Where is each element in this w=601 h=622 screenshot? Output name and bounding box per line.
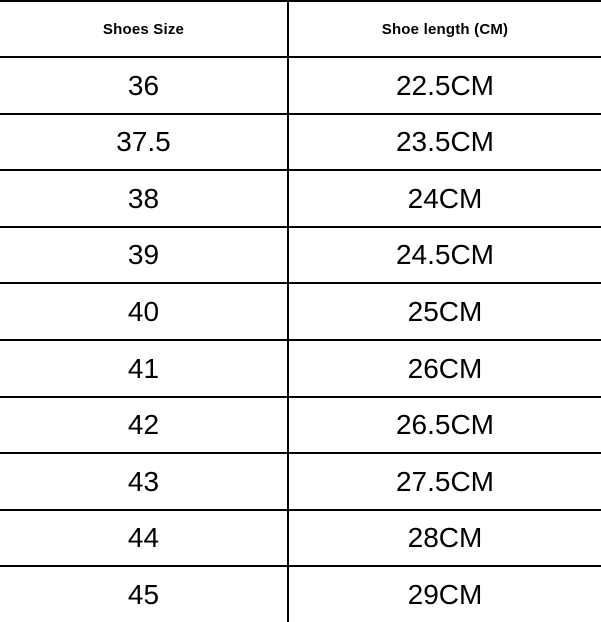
table-row	[0, 57, 601, 114]
table-row	[0, 170, 601, 227]
table-row	[0, 397, 601, 454]
cell-shoes-size: 36	[0, 57, 288, 114]
cell-shoe-length: 24.5CM	[288, 227, 601, 284]
cell-shoes-size: 40	[0, 283, 288, 340]
table-body	[0, 57, 601, 622]
table-row	[0, 340, 601, 397]
column-header-shoe-length: Shoe length (CM)	[288, 1, 601, 57]
table-header	[0, 1, 601, 57]
cell-shoes-size: 38	[0, 170, 288, 227]
cell-shoe-length: 25CM	[288, 283, 601, 340]
cell-shoe-length: 27.5CM	[288, 453, 601, 510]
cell-shoes-size: 42	[0, 397, 288, 454]
table-row	[0, 283, 601, 340]
table-row	[0, 453, 601, 510]
cell-shoes-size: 43	[0, 453, 288, 510]
table-header-row	[0, 1, 601, 57]
cell-shoe-length: 24CM	[288, 170, 601, 227]
table-row	[0, 114, 601, 171]
cell-shoe-length: 26CM	[288, 340, 601, 397]
table-row	[0, 227, 601, 284]
cell-shoes-size: 37.5	[0, 114, 288, 171]
cell-shoes-size: 39	[0, 227, 288, 284]
table-row	[0, 566, 601, 622]
cell-shoe-length: 26.5CM	[288, 397, 601, 454]
cell-shoe-length: 22.5CM	[288, 57, 601, 114]
cell-shoes-size: 45	[0, 566, 288, 622]
cell-shoe-length: 29CM	[288, 566, 601, 622]
column-header-shoes-size: Shoes Size	[0, 1, 288, 57]
cell-shoes-size: 44	[0, 510, 288, 567]
table-row	[0, 510, 601, 567]
cell-shoe-length: 23.5CM	[288, 114, 601, 171]
cell-shoes-size: 41	[0, 340, 288, 397]
cell-shoe-length: 28CM	[288, 510, 601, 567]
